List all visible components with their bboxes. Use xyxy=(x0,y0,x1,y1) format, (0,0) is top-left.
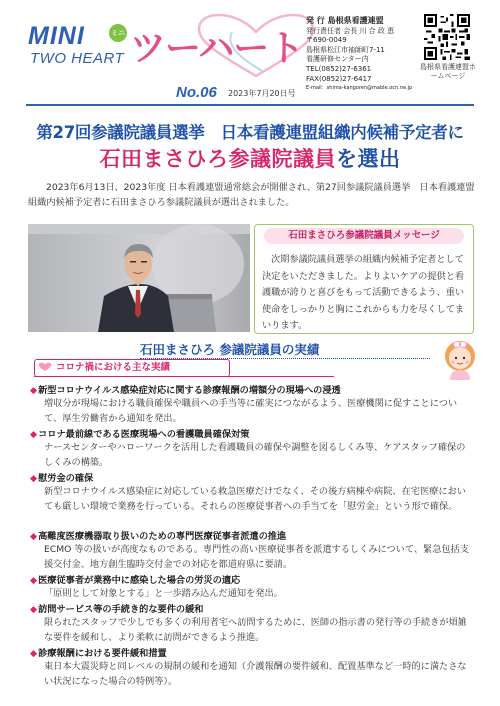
heart-bullet-icon xyxy=(38,362,52,372)
diamond-bullet-icon: ◆ xyxy=(30,385,38,396)
achievement-heading: ◆高難度医療機器取り扱いのための専門医療従事者派遣の推進 xyxy=(30,531,287,542)
achievement-heading: ◆慰労金の確保 xyxy=(30,473,94,484)
achievement-heading: ◆コロナ最前線である医療現場への看護職員確保対策 xyxy=(30,429,250,440)
message-text: 次期参議院議員選挙の組織内候補予定者として決定をいただきました。よりよいケアの提供と看護職が誇りと喜びをもって活動できるよう、重い使命をしっかりと胸にこれからも力を尽くしてまいります。 xyxy=(262,254,465,331)
publisher-address1: 島根県松江市袖師町7-11 xyxy=(306,45,385,54)
logo-mini: MINI xyxy=(28,22,85,50)
issue-date: 2023年7月20日号 xyxy=(228,89,296,98)
qr-caption: 島根県看護連盟ホームページ xyxy=(420,63,476,80)
diamond-bullet-icon: ◆ xyxy=(30,531,38,542)
subsection-rule xyxy=(34,376,334,377)
publisher-line1: 発 行 島根県看護連盟 xyxy=(306,16,384,25)
achievement-heading: ◆訪問サービス等の手続き的な要件の緩和 xyxy=(30,604,204,615)
speaker-photo xyxy=(28,224,250,332)
achievement-body: 新型コロナウイルス感染症に対応している救急医療だけでなく、その後方病棟や病院、在宅医療においても厳しい環境で業務を行っている。それらの医療従事者への手当てを「慰労金」という形で確保。 xyxy=(44,486,466,512)
logo-mini-badge: ミニ xyxy=(109,24,127,42)
logo-main-title: ツーハート xyxy=(130,28,304,69)
achievement-body: 増収分が現場における職員確保や職員への手当等に確実につながるよう、医療機関に促すことについて、厚生労働省から通知を発出。 xyxy=(44,398,458,424)
achievement-heading: ◆新型コロナウイルス感染症対応に関する診療報酬の増額分の現場への浸透 xyxy=(30,385,341,396)
publisher-email: E-mail：shima-kangoren@mable.ocn.ne.jp xyxy=(306,85,413,92)
intro-paragraph: 2023年6月13日、2023年度 日本看護連盟通常総会が開催され、第27回参議院議員選挙 日本看護連盟組織内候補予定者に石田まさひろ参議院議員が選出されました。 xyxy=(28,182,475,208)
section-title: 石田まさひろ 参議院議員の実績 xyxy=(140,342,320,357)
diamond-bullet-icon: ◆ xyxy=(30,648,38,659)
headline-line1: 第27回参議院議員選挙 日本看護連盟組織内候補予定者に xyxy=(36,123,464,142)
publisher-address2: 看護研修センター内 xyxy=(306,55,369,64)
achievement-heading: ◆医療従事者が業務中に感染した場合の労災の適応 xyxy=(30,575,241,586)
achievement-body: 「原則として対象とする」と一歩踏み込んだ通知を発出。 xyxy=(44,588,283,599)
message-title: 石田まさひろ参議院議員メッセージ xyxy=(264,228,464,244)
nurse-illustration-icon xyxy=(438,336,482,380)
achievement-body: ECMO 等の扱いが高度なものである。専門性の高い医療従事者を派遣するしくみについて、緊急包括支援交付金、地方創生臨時交付金での対応を都道府県に要請。 xyxy=(44,544,469,570)
qr-code-icon[interactable] xyxy=(424,14,470,60)
publisher-zip: 〒690-0049 xyxy=(306,36,347,45)
logo-two-heart: TWO HEART xyxy=(30,50,125,67)
publisher-line2: 発行責任者 会長 川 合 政 恵 xyxy=(306,26,395,35)
diamond-bullet-icon: ◆ xyxy=(30,473,38,484)
achievement-body: ナースセンターやハローワークを活用した看護職員の確保や調整を図るしくみ等、ケアスタッフ確保のしくみの構築。 xyxy=(44,442,466,468)
publisher-tel: TEL(0852)27-6361 xyxy=(306,64,372,73)
publisher-info xyxy=(306,16,418,94)
achievement-body: 限られたスタッフで少しでも多くの利用者宅へ訪問するために、医師の指示書の発行等の手続きが煩雑な要件を緩和し、より柔軟に訪問ができるよう推進。 xyxy=(44,617,467,643)
publisher-fax: FAX(0852)27-6417 xyxy=(306,74,372,83)
headline-tail: を選出 xyxy=(336,147,401,171)
subsection-label: コロナ禍における主な実績 xyxy=(56,362,171,373)
achievement-heading: ◆診療報酬における要件緩和措置 xyxy=(30,648,167,659)
diamond-bullet-icon: ◆ xyxy=(30,429,38,440)
diamond-bullet-icon: ◆ xyxy=(30,604,38,615)
header-divider xyxy=(26,104,474,106)
headline-name: 石田まさひろ参議院議員 xyxy=(99,147,336,171)
achievement-body: 東日本大震災時と同レベルの規制の緩和を通知（介護報酬の要件緩和、配置基準など一時的に満たさない状況になった場合の特例等）。 xyxy=(44,661,467,687)
diamond-bullet-icon: ◆ xyxy=(30,575,38,586)
headline-line2 xyxy=(0,143,500,173)
issue-number: No.06 xyxy=(176,84,217,101)
